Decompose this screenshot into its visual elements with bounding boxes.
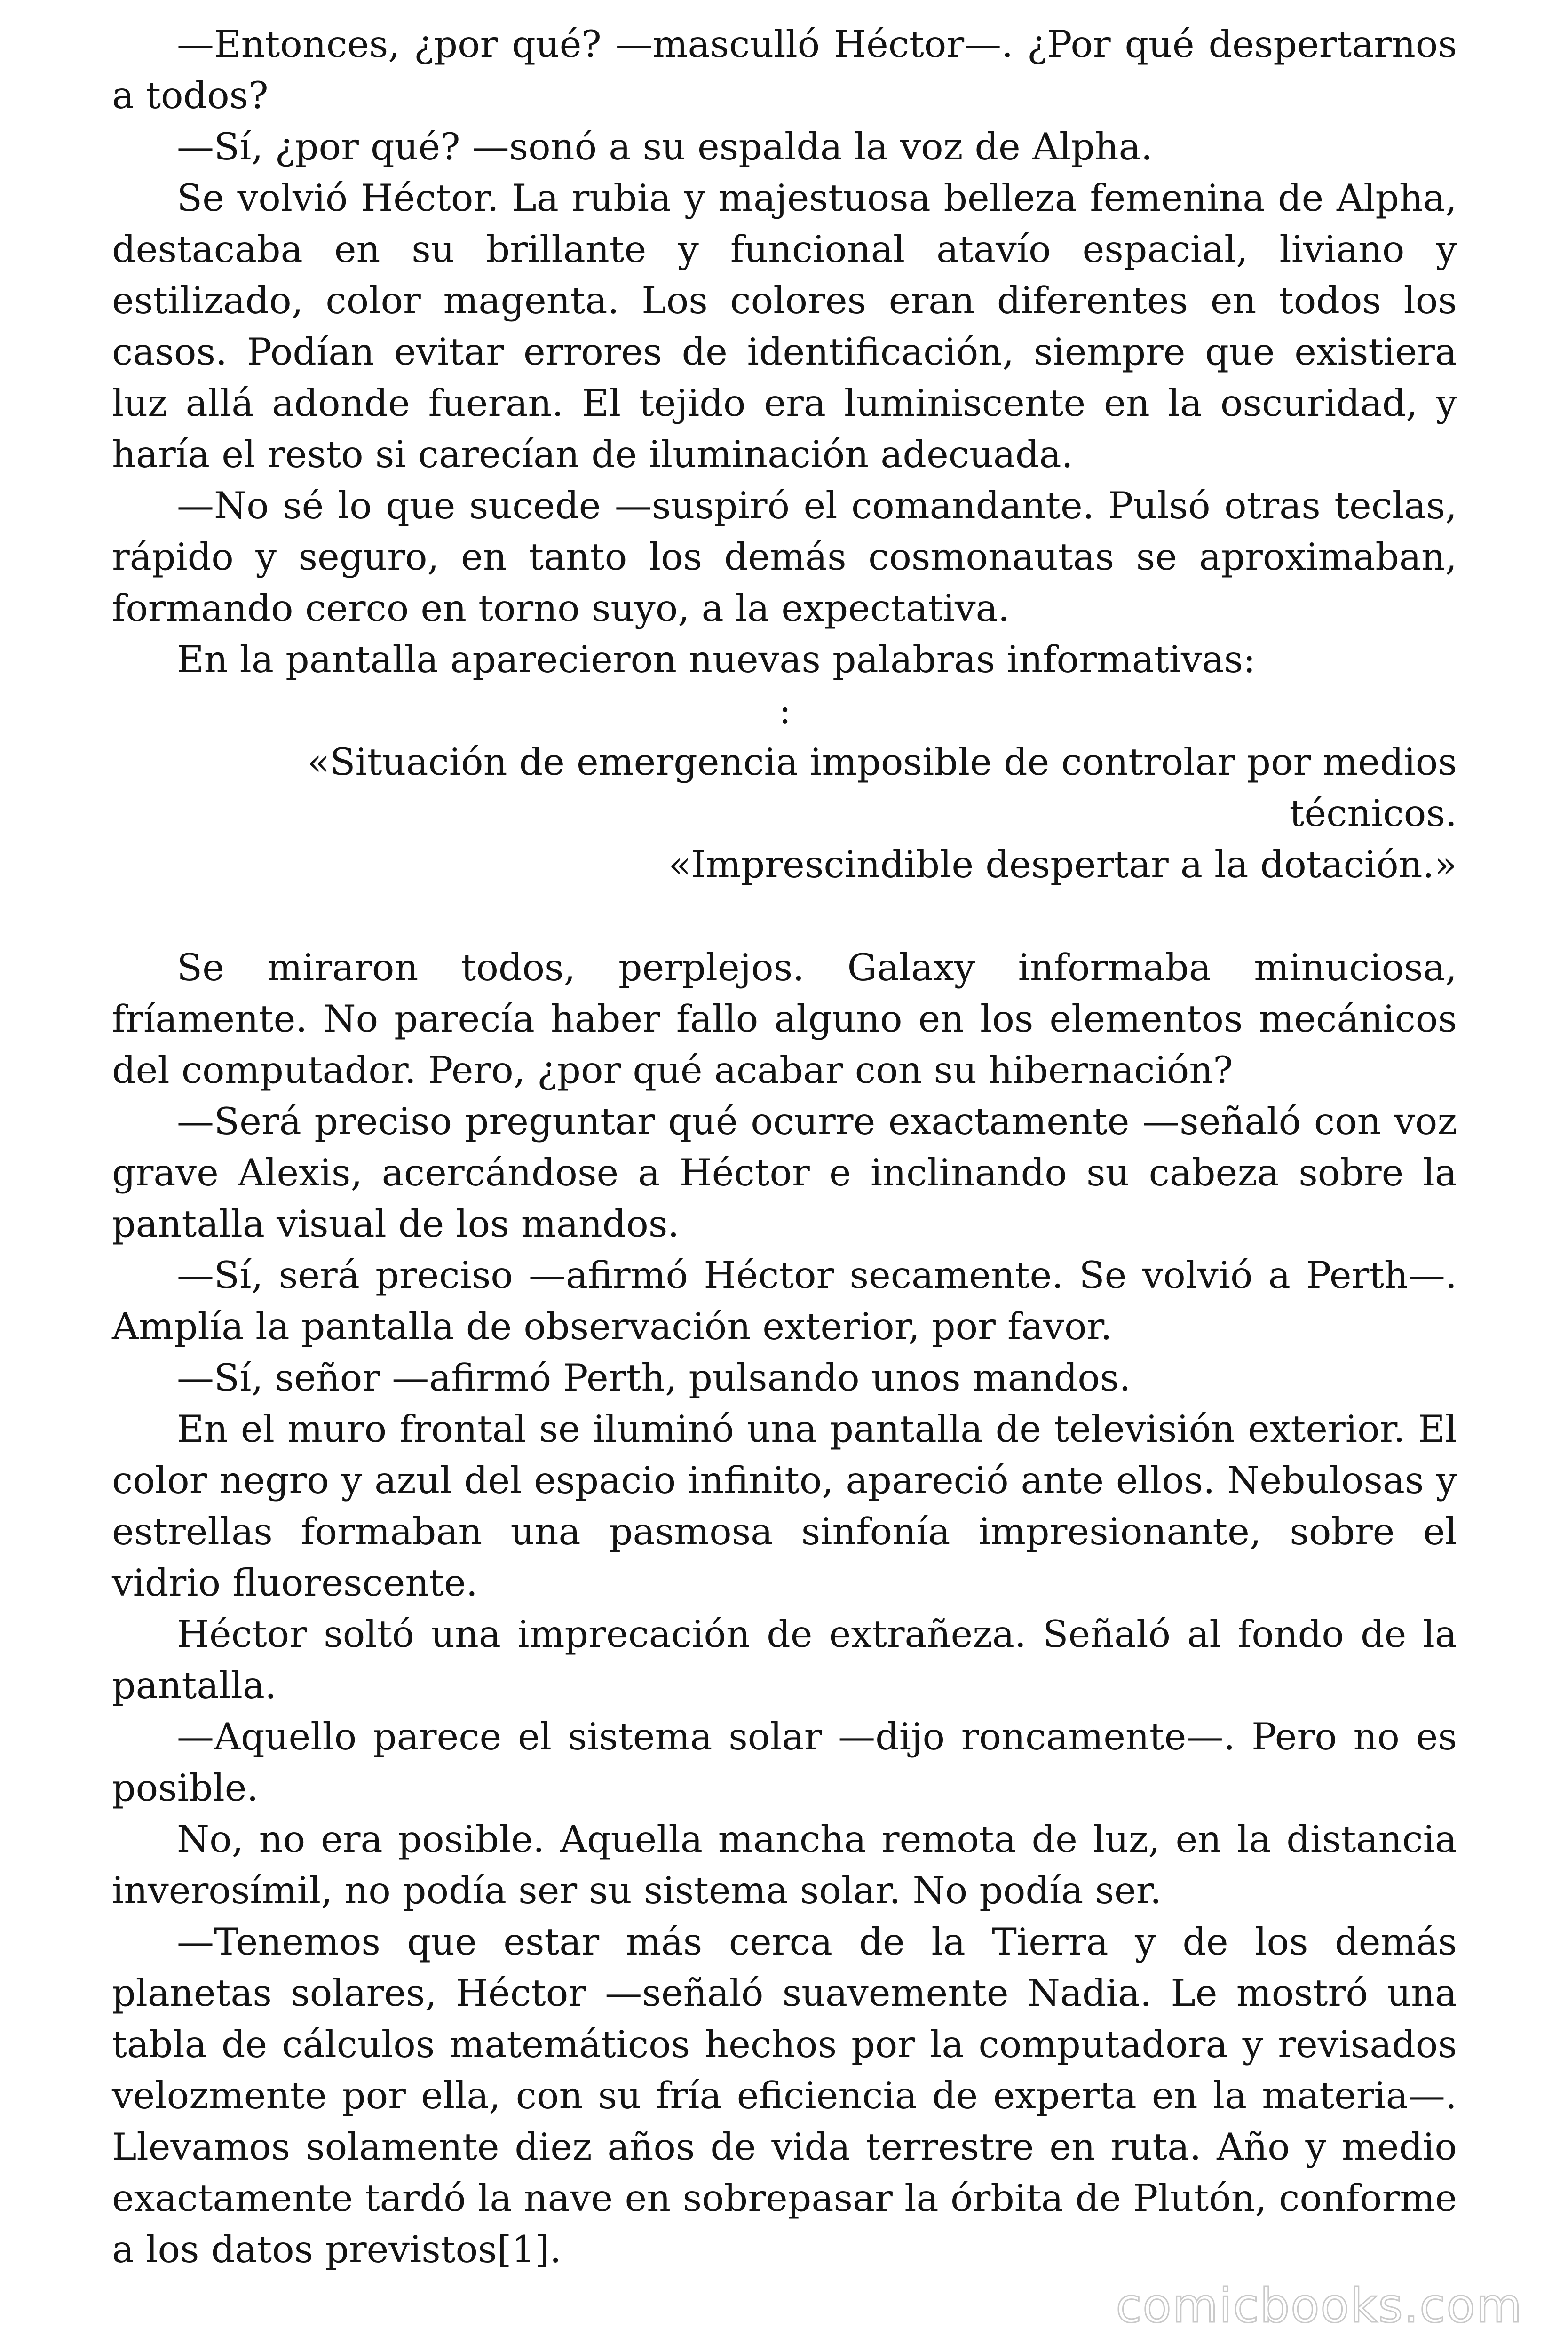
paragraph: Se volvió Héctor. La rubia y majestuosa belleza femenina de Alpha, destacaba en su brillante y funcional atavío espacial, liviano y estilizado, color magenta. Los colores eran diferentes en todos los casos. Podían evitar errores de identificación, siempre que existiera luz allá adonde fueran. El tejido era luminiscente en la oscuridad, y haría el resto si carecían de iluminación adecuada. xyxy=(112,176,1457,476)
screen-message xyxy=(112,737,1457,890)
paragraph: —Tenemos que estar más cerca de la Tierra y de los demás planetas solares, Héctor —señaló suavemente Nadia. Le mostró una tabla de cálculos matemáticos hechos por la computadora y revisados velozmente por ella, con su fría eficiencia de experta en la materia—. Llevamos solamente diez años de vida terrestre en ruta. Año y medio exactamente tardó la nave en sobrepasar la órbita de Plutón, conforme a los datos previstos[1]. xyxy=(112,1920,1457,2271)
book-page xyxy=(112,19,1457,2275)
colon-separator: : xyxy=(778,689,792,732)
paragraph: —Será preciso preguntar qué ocurre exactamente —señaló con voz grave Alexis, acercándose a Héctor e inclinando su cabeza sobre la pantalla visual de los mandos. xyxy=(112,1100,1457,1246)
paragraph: —Sí, señor —afirmó Perth, pulsando unos mandos. xyxy=(177,1356,1131,1399)
paragraph: —Aquello parece el sistema solar —dijo roncamente—. Pero no es posible. xyxy=(112,1715,1457,1810)
section-gap xyxy=(112,890,1457,942)
screen-message-line: «Imprescindible despertar a la dotación.» xyxy=(668,843,1457,886)
paragraph: Se miraron todos, perplejos. Galaxy informaba minuciosa, fríamente. No parecía haber fallo alguno en los elementos mecánicos del computador. Pero, ¿por qué acabar con su hibernación? xyxy=(112,946,1457,1092)
paragraph: En la pantalla aparecieron nuevas palabras informativas: xyxy=(177,638,1256,681)
paragraph: —Entonces, ¿por qué? —masculló Héctor—. ¿Por qué despertarnos a todos? xyxy=(112,23,1457,117)
screen-message-line: «Situación de emergencia imposible de controlar por medios técnicos. xyxy=(307,740,1457,835)
paragraph: —No sé lo que sucede —suspiró el comandante. Pulsó otras teclas, rápido y seguro, en tanto los demás cosmonautas se aproximaban, formando cerco en torno suyo, a la expectativa. xyxy=(112,484,1457,630)
paragraph: Héctor soltó una imprecación de extrañeza. Señaló al fondo de la pantalla. xyxy=(112,1613,1457,1707)
paragraph: —Sí, será preciso —afirmó Héctor secamente. Se volvió a Perth—. Amplía la pantalla de observación exterior, por favor. xyxy=(112,1254,1457,1348)
watermark: comicbooks.com xyxy=(1116,2278,1523,2333)
paragraph: En el muro frontal se iluminó una pantalla de televisión exterior. El color negro y azul del espacio infinito, apareció ante ellos. Nebulosas y estrellas formaban una pasmosa sinfonía impresionante, sobre el vidrio fluorescente. xyxy=(112,1407,1457,1605)
paragraph: No, no era posible. Aquella mancha remota de luz, en la distancia inverosímil, no podía ser su sistema solar. No podía ser. xyxy=(112,1818,1457,1912)
paragraph: —Sí, ¿por qué? —sonó a su espalda la voz de Alpha. xyxy=(177,125,1153,168)
